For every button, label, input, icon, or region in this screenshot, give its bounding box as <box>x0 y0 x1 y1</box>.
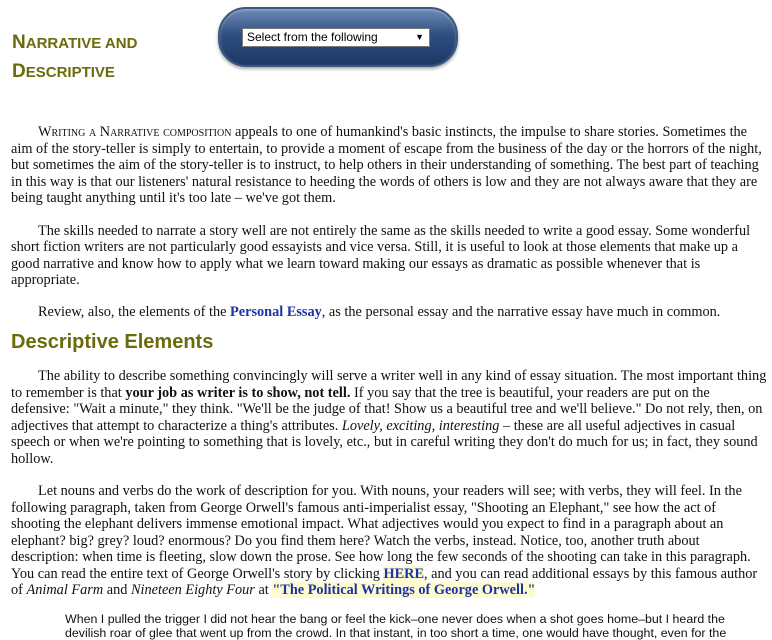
orwell-story-link[interactable]: HERE <box>383 565 425 582</box>
section-select-label: Select from the following <box>247 30 378 44</box>
title-line-2-rest: ESCRIPTIVE <box>25 64 115 81</box>
show-not-tell: your job as writer is to show, not tell. <box>125 384 351 401</box>
and-word: and <box>106 582 128 598</box>
review-after: , as the personal essay and the narrative essay have much in common. <box>321 303 721 320</box>
personal-essay-link[interactable]: Personal Essay <box>230 303 322 320</box>
nouns-verbs-b: , and you can read additional essays by this famous author of <box>11 565 758 598</box>
page-title <box>12 26 137 84</box>
intro-text: appeals to one of humankind's basic instincts, the impulse to share stories. Sometimes the aim of the story-teller is simply to entertain, to provide a moment of escape from the business of the day or the horrors of the night, but sometimes the aim of the story-teller is to instruct, to help others in their understanding of something. The best part of teaching in this way is that our listeners' natural resistance to heeding the words of others is low and they are not always aware that they are being taught anything until it's too late – we've got them. <box>11 124 762 206</box>
nouns-verbs-a: Let nouns and verbs do the work of description for you. With nouns, your readers will see; with verbs, they will feel. In the following paragraph, taken from George Orwell's famous anti-imperialist essay, "Shooting an Elephant," see how the act of shooting the elephant delivers immense emotional impact. What adjectives would you expect to find in a paragraph about an elephant? big? grey? loud? enormous? Do you find them here? Watch the verbs, instead. Notice, too, another truth about description: when time is fleeting, slow down the prose. See how long the few seconds of the shooting can take in this paragraph. You can read the entire text of George Orwell's story by clicking <box>11 483 751 582</box>
at-word: at <box>258 582 269 598</box>
dropdown-arrow-icon: ▼ <box>415 32 424 42</box>
article-body <box>11 120 768 640</box>
nineteen-eighty-four-title: Nineteen Eighty Four <box>130 582 255 598</box>
description-c: – these are all useful adjectives in casual speech or when we're pointing to something that is lovely, etc., but in careful writing they don't do much for us; in fact, they sound hollow. <box>11 417 758 467</box>
description-b: If you say that the tree is beautiful, your readers are put on the defensive: "Wait a minute," they think. "We'll be the judge of that! Show us a beautiful tree and we'll believe." Do not rely, then, on adjectives that attempt to characterize a thing's attributes. <box>11 384 763 434</box>
review-before: Review, also, the elements of the <box>38 303 227 320</box>
description-paragraph <box>11 368 768 467</box>
section-select[interactable] <box>242 28 430 47</box>
skills-paragraph: The skills needed to narrate a story well are not entirely the same as the skills needed to write a good essay. Some wonderful short fiction writers are not particularly good essayists and vice versa. Still, it is useful to look at those elements that make up a good narrative and know how to apply what we learn toward making our essays as dramatic as possible whenever that is appropriate. <box>11 222 751 288</box>
title-line-1: N <box>12 32 26 53</box>
navigation-pill <box>218 7 458 67</box>
political-writings-link[interactable]: "The Political Writings of George Orwell." <box>272 582 536 598</box>
animal-farm-title: Animal Farm <box>26 582 104 598</box>
title-line-1-rest: ARRATIVE AND <box>25 35 138 52</box>
orwell-quote: When I pulled the trigger I did not hear the bang or feel the kick–one never does when a shot goes home–but I heard the devilish roar of glee that went up from the crowd. In that instant, in too short a time, one would have thought, even for the <box>65 611 727 640</box>
review-paragraph <box>11 304 768 321</box>
adjectives-example: Lovely, exciting, interesting <box>341 417 500 434</box>
nouns-verbs-paragraph <box>11 483 768 599</box>
intro-lead: Writing a Narrative composition <box>38 124 232 140</box>
description-a: The ability to describe something convincingly will serve a writer well in any kind of essay situation. The most important thing to remember is that <box>11 368 767 401</box>
title-line-2-cap: D <box>12 61 26 82</box>
descriptive-elements-heading: Descriptive Elements <box>11 331 214 353</box>
intro-paragraph <box>11 124 768 207</box>
